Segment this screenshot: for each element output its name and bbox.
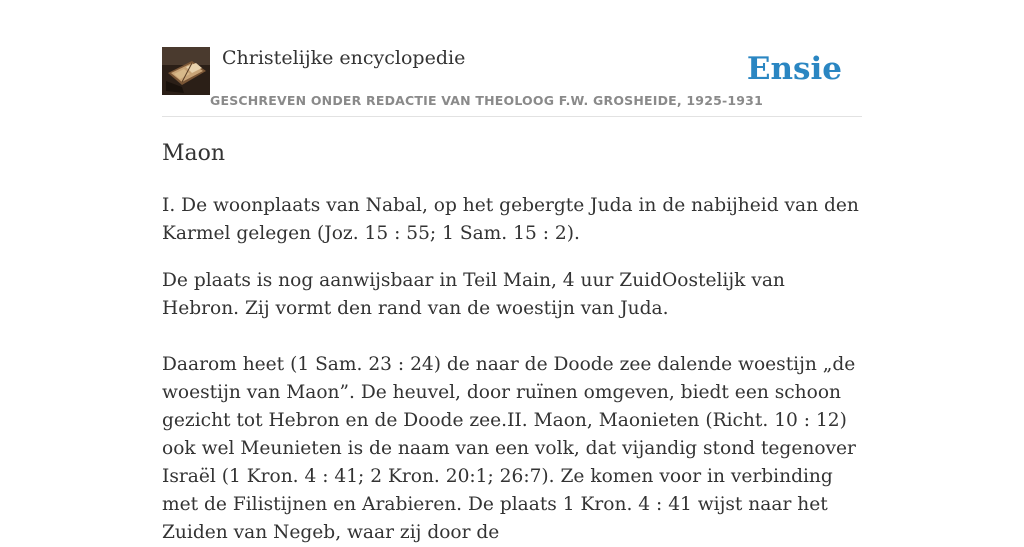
site-header	[162, 0, 862, 117]
paragraph: I. De woonplaats van Nabal, op het gebergte Juda in de nabijheid van den Karmel gelegen (Joz. 15 : 55; 1 Sam. 15 : 2).	[162, 195, 859, 244]
book-photo-icon[interactable]	[162, 47, 210, 95]
site-title[interactable]: Christelijke encyclopedie	[222, 47, 466, 69]
paragraph: De plaats is nog aanwijsbaar in Teil Main, 4 uur ZuidOostelijk van Hebron. Zij vormt den rand van de woestijn van Juda.	[162, 270, 785, 319]
paragraph: Daarom heet (1 Sam. 23 : 24) de naar de Doode zee dalende woestijn „de woestijn van Maon”. De heuvel, door ruïnen omgeven, biedt een schoon gezicht tot Hebron en de Doode zee.II. Maon, Maonieten (Richt. 10 : 12) ook wel Meunieten is de naam van een volk, dat vijandig stond tegenover Israël (1 Kron. 4 : 41; 2 Kron. 20:1; 26:7). Ze komen voor in verbinding met de Filistijnen en Arabieren. De plaats 1 Kron. 4 : 41 wijst naar het Zuiden van Negeb, waar zij door de	[162, 354, 856, 543]
article-body	[162, 192, 862, 547]
page	[162, 0, 862, 543]
article-title: Maon	[162, 141, 226, 166]
brand-logo[interactable]: Ensie	[746, 51, 842, 87]
site-subtitle: GESCHREVEN ONDER REDACTIE VAN THEOLOOG F.W. GROSHEIDE, 1925-1931	[210, 93, 763, 108]
